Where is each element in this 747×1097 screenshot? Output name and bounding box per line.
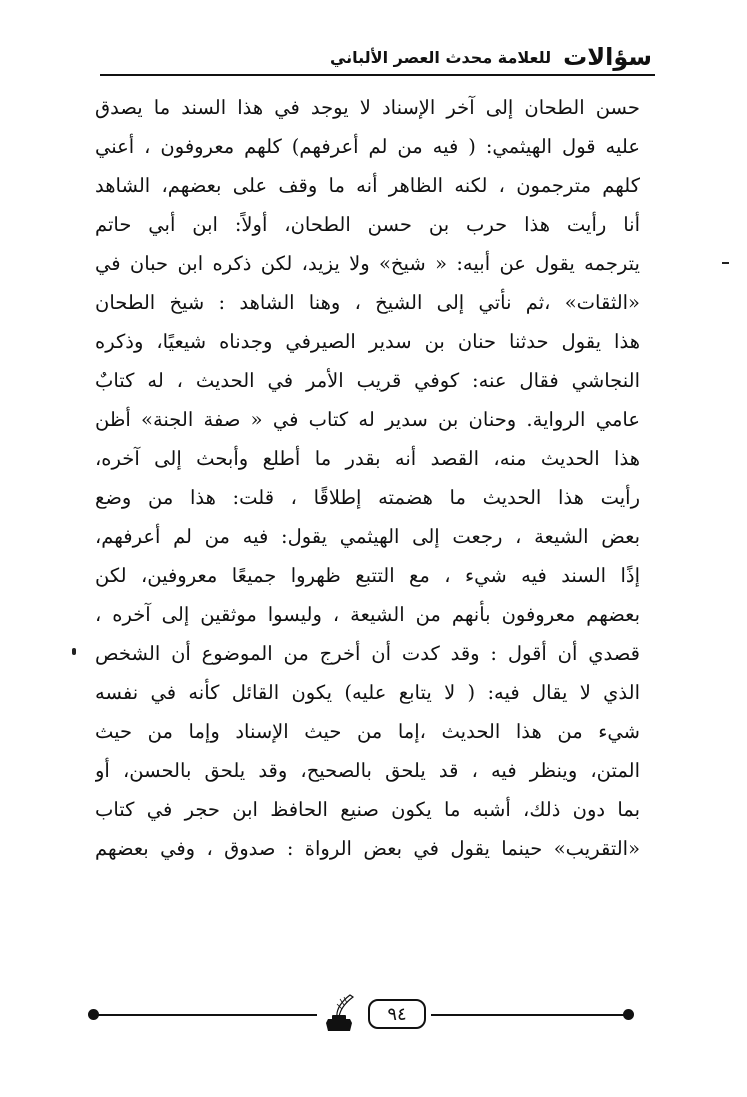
header-subtitle: للعلامة محدث العصر الألباني [329,48,552,67]
footer-rule-left [94,1014,317,1016]
running-header [92,32,652,72]
margin-dot [72,648,76,655]
body-text [95,88,640,868]
text-line: شيء من هذا الحديث ،إما من حيث الإسناد وإما من حيث [95,720,640,743]
text-line: رأيت هذا الحديث ما هضمته إطلاقًا ، قلت: هذا من وضع [95,486,640,509]
text-line: هذا الحديث منه، القصد أنه بقدر ما أطلع وأبحث إلى آخره، [95,447,640,470]
text-line: الذي لا يقال فيه: ( لا يتابع عليه) يكون القائل كأنه في نفسه [95,681,640,704]
text-line: عليه قول الهيثمي: ( فيه من لم أعرفهم) كلهم معروفون ، أعني [95,135,640,158]
inkwell-quill-icon [320,993,358,1033]
text-line: المتن، وينظر فيه ، قد يلحق بالصحيح، وقد يلحق بالحسن، أو [95,759,640,782]
series-title: سؤالات [563,43,652,71]
footer-dot-right [623,1009,634,1020]
text-line: قصدي أن أقول : وقد كدت أن أخرج من الموضوع أن الشخص [95,642,640,665]
text-line: عامي الرواية. وحنان بن سدير له كتاب في « صفة الجنة» أظن [95,408,640,431]
margin-mark [722,262,729,264]
page-number: ٩٤ [368,999,426,1029]
text-line: هذا يقول حدثنا حنان بن سدير الصيرفي وجدناه شيعيًا، وذكره [95,330,640,353]
header-rule [100,74,655,76]
text-line: بعضهم معروفون بأنهم من الشيعة ، وليسوا موثقين إلى آخره ، [95,603,640,626]
text-line: أنا رأيت هذا حرب بن حسن الطحان، أولاً: ابن أبي حاتم [95,213,640,236]
text-line: بعض الشيعة ، رجعت إلى الهيثمي يقول: فيه من لم أعرفهم، [95,525,640,548]
text-line: يترجمه يقول عن أبيه: « شيخ» ولا يزيد، لكن ذكره ابن حبان في [95,252,640,275]
text-line: حسن الطحان إلى آخر الإسناد لا يوجد في هذا السند ما يصدق [95,96,640,119]
text-line: النجاشي فقال عنه: كوفي قريب الأمر في الحديث ، له كتابٌ [95,369,640,392]
text-line: إذًا السند فيه شيء ، مع التتبع ظهروا جميعًا معروفين، لكن [95,564,640,587]
text-line: «التقريب» حينما يقول في بعض الرواة : صدوق ، وفي بعضهم [95,837,640,860]
text-line: «الثقات» ،ثم نأتي إلى الشيخ ، وهنا الشاهد : شيخ الطحان [95,291,640,314]
text-line: بما دون ذلك، أشبه ما يكون صنيع الحافظ ابن حجر في كتاب [95,798,640,821]
text-line: كلهم مترجمون ، لكنه الظاهر أنه ما وقف على بعضهم، الشاهد [95,174,640,197]
page-footer [88,993,636,1037]
footer-rule-right [431,1014,626,1016]
